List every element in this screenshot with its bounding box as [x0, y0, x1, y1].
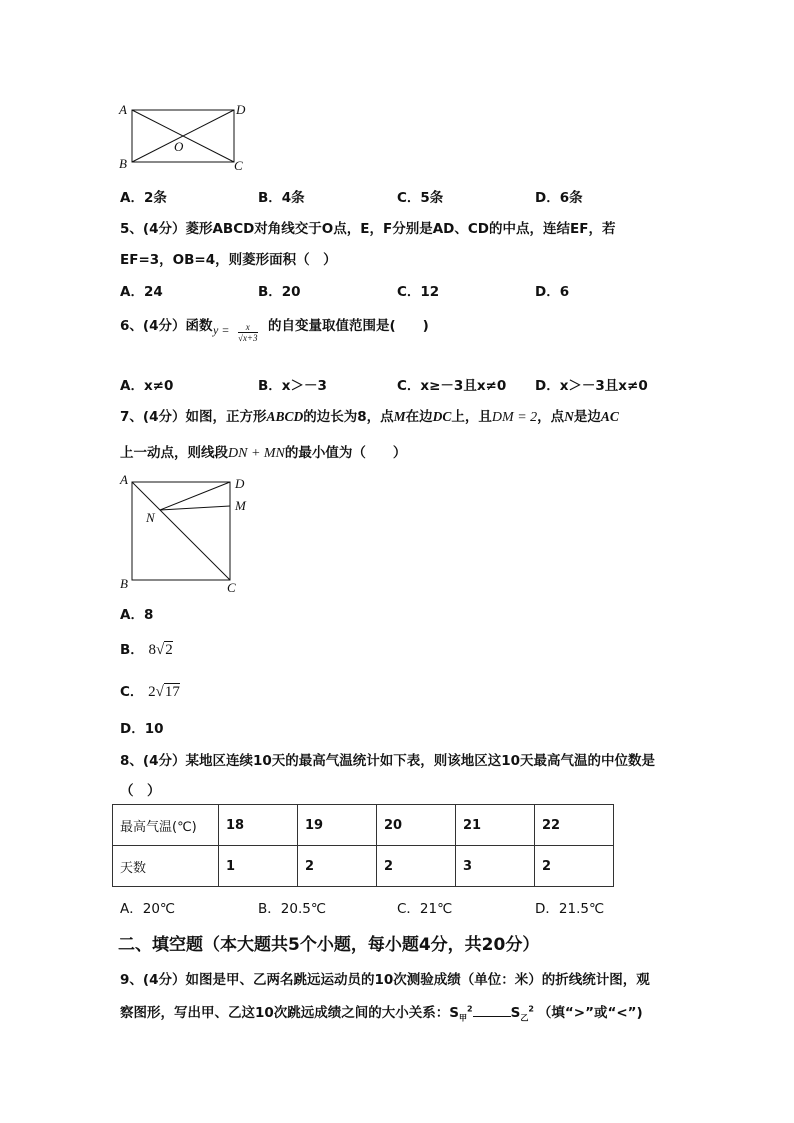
- fig2-label-m: M: [235, 498, 246, 513]
- q7-option-a: A．8: [120, 607, 154, 623]
- table-cell: 3: [456, 846, 535, 887]
- fig2-label-c: C: [227, 580, 236, 595]
- fig1-label-o: O: [174, 139, 184, 154]
- q7-math: M: [393, 409, 406, 424]
- fig2-label-a: A: [120, 472, 128, 487]
- q6-formula-fraction: [238, 322, 258, 343]
- q6-option-c: C．x≥－3且x≠0: [397, 378, 507, 394]
- q7-text: 的边长为8，点: [303, 409, 394, 425]
- table-cell: 最高气温(℃): [113, 805, 219, 846]
- fig2-label-n: N: [146, 510, 155, 525]
- fig1-label-a: A: [119, 102, 127, 117]
- q7-math: N: [564, 409, 574, 424]
- q7-option-b-expr: 8√2: [148, 642, 173, 658]
- table-cell: 22: [535, 805, 614, 846]
- q7-option-b-label: B．: [120, 642, 144, 658]
- fig2-label-b: B: [120, 576, 128, 591]
- q4-option-c: C．5条: [397, 190, 444, 206]
- q7-text: 上，且: [451, 409, 492, 425]
- table-cell: 2: [298, 846, 377, 887]
- q7-math: DC: [432, 409, 452, 424]
- q7-option-c-label: C．: [120, 684, 144, 700]
- q8-option-c: C．21℃: [397, 901, 453, 917]
- q7-option-c-expr: 2√17: [148, 684, 180, 700]
- q6-formula-lhs: y =: [213, 323, 230, 337]
- q7-option-b-coef: 8: [148, 642, 156, 658]
- table-cell: 19: [298, 805, 377, 846]
- q7-option-c-coef: 2: [148, 684, 156, 700]
- q9-text: 察图形，写出甲、乙这10次跳远成绩之间的大小关系：S: [120, 1005, 460, 1021]
- table-cell: 天数: [113, 846, 219, 887]
- q4-option-a: A．2条: [120, 190, 167, 206]
- q7-text: 7、(4分）如图，正方形: [120, 409, 267, 425]
- table-cell: 2: [377, 846, 456, 887]
- q9-sup-b: 2: [528, 1004, 534, 1014]
- table-cell: 2: [535, 846, 614, 887]
- q8-option-a: A．20℃: [120, 901, 176, 917]
- table-cell: 18: [219, 805, 298, 846]
- q7-text: 是边: [573, 409, 601, 425]
- fig1-label-d: D: [236, 102, 246, 117]
- table-row: [113, 846, 614, 887]
- fig2-label-d: D: [235, 476, 245, 491]
- q5-option-d: D．6: [535, 284, 570, 300]
- q5-option-c: C．12: [397, 284, 440, 300]
- rectangle-figure: [112, 96, 252, 176]
- q8-option-d: D．21.5℃: [535, 901, 605, 917]
- table-cell: 20: [377, 805, 456, 846]
- q5-line2: EF=3，OB=4，则菱形面积（ ）: [120, 252, 337, 268]
- q7-option-b: [120, 638, 173, 659]
- q4-option-b: B．4条: [258, 190, 305, 206]
- q8-option-b: B．20.5℃: [258, 901, 326, 917]
- q7-option-d: D．10: [120, 721, 164, 737]
- q7-math: ABCD: [266, 409, 304, 424]
- q7-option-c: [120, 680, 180, 701]
- q9-line2: 察图形，写出甲、乙这10次跳远成绩之间的大小关系：$S_甲^2$ $S_乙^2$ （填“>”或“<”): [120, 1004, 643, 1023]
- q6-formula-num: x: [238, 322, 258, 333]
- q5-option-a: A．24: [120, 284, 163, 300]
- q5-line1: 5、(4分）菱形ABCD对角线交于O点，E，F分别是AD、CD的中点，连结EF，若: [120, 221, 616, 237]
- q7-text: 上一动点，则线段: [120, 445, 228, 461]
- q7-text: 的最小值为（ ）: [284, 445, 407, 461]
- q9-sup-a: 2: [467, 1004, 473, 1014]
- table-row: [113, 805, 614, 846]
- q7-text: ，点: [537, 409, 565, 425]
- q9-line1: 9、(4分）如图是甲、乙两名跳远运动员的10次测验成绩（单位：米）的折线统计图，观: [120, 972, 650, 988]
- table-cell: 1: [219, 846, 298, 887]
- q9-sub-b: 乙: [520, 1013, 529, 1023]
- q6-option-d: D．x＞－3且x≠0: [535, 378, 648, 394]
- q7-math: DN + MN: [228, 446, 285, 461]
- q7-option-c-radicand: 17: [164, 684, 180, 700]
- q9-text: （填“>”或“<”): [537, 1005, 643, 1021]
- q6-option-a: A．x≠0: [120, 378, 174, 394]
- q8-line1: 8、(4分）某地区连续10天的最高气温统计如下表，则该地区这10天最高气温的中位数是: [120, 753, 656, 769]
- q7-math: DM = 2: [491, 410, 538, 425]
- q6-suffix: 的自变量取值范围是( ): [268, 318, 429, 334]
- fig1-label-c: C: [234, 158, 243, 173]
- q6-prefix: 6、(4分）函数: [120, 318, 213, 334]
- temperature-table: [112, 804, 614, 887]
- q5-option-b: B．20: [258, 284, 301, 300]
- q7-option-b-radicand: 2: [165, 642, 173, 658]
- q7-line1: [120, 405, 619, 426]
- q7-text: 在边: [405, 409, 433, 425]
- q8-line2: （ ）: [120, 783, 161, 799]
- q4-option-d: D．6条: [535, 190, 583, 206]
- q7-math: AC: [600, 409, 619, 424]
- q6-formula-den: √x+3: [238, 333, 258, 343]
- q6-option-b: B．x＞－3: [258, 378, 327, 394]
- q7-line2: [120, 441, 406, 462]
- q9-answer-blank[interactable]: [473, 1004, 511, 1017]
- table-cell: 21: [456, 805, 535, 846]
- section-title: 二、填空题（本大题共5个小题，每小题4分，共20分）: [118, 935, 540, 955]
- fig1-label-b: B: [119, 156, 127, 171]
- square-figure: [112, 470, 262, 595]
- q9-sub-a: 甲: [459, 1013, 468, 1023]
